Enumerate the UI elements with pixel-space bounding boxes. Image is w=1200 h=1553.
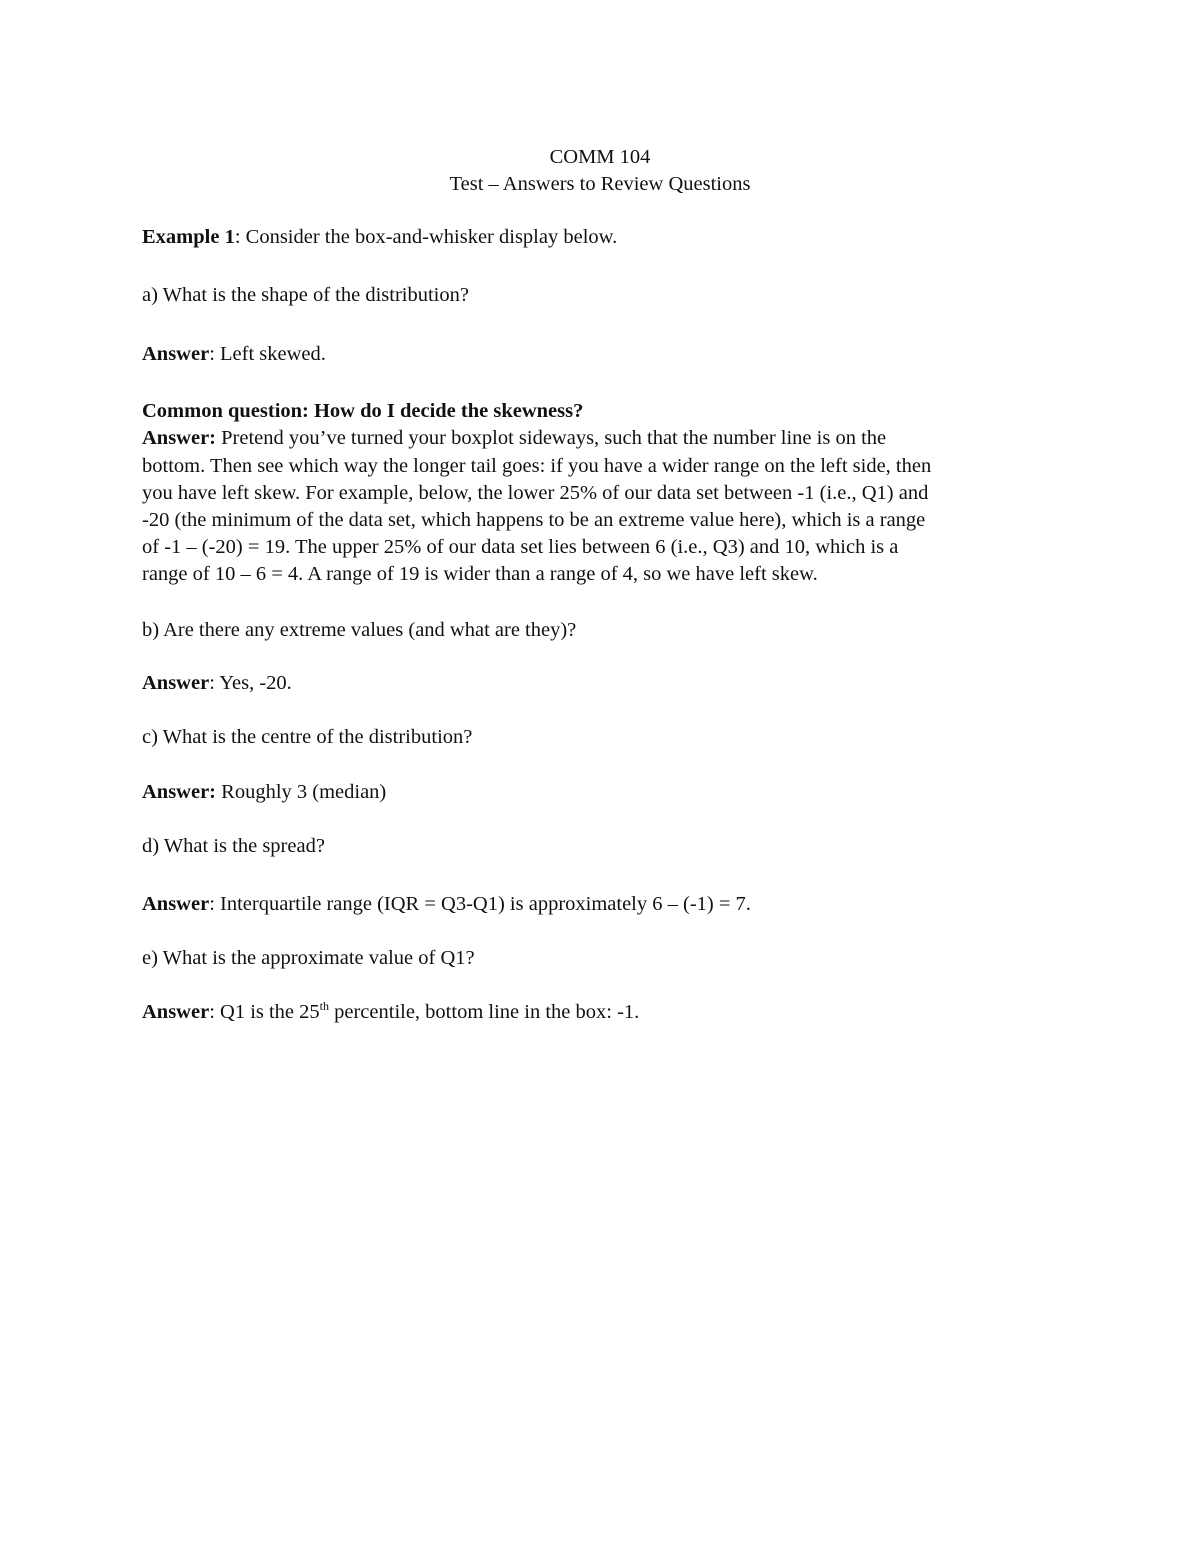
example-heading (142, 225, 617, 249)
answer-label: Answer (142, 672, 210, 694)
answer-text-end: percentile, bottom line in the box: -1. (329, 1001, 640, 1023)
common-answer-line: range of 10 – 6 = 4. A range of 19 is wider than a range of 4, so we have left skew. (142, 563, 818, 585)
answer-label: Answer (142, 1001, 210, 1023)
answer-label: Answer: (142, 781, 217, 803)
common-answer-line: -20 (the minimum of the data set, which happens to be an extreme value here), which is a range (142, 509, 926, 531)
question-d: d) What is the spread? (142, 835, 325, 857)
document-subtitle: Test – Answers to Review Questions (449, 173, 751, 195)
answer-e (142, 1000, 639, 1024)
ordinal-suffix: th (319, 999, 329, 1013)
answer-b (142, 671, 292, 695)
common-heading-text: Common question: How do I decide the skewness? (142, 400, 584, 422)
question-a: a) What is the shape of the distribution? (142, 284, 469, 306)
answer-d (142, 892, 751, 916)
common-answer-line: bottom. Then see which way the longer tail goes: if you have a wider range on the left side, then (142, 455, 932, 477)
common-answer-line: of -1 – (-20) = 19. The upper 25% of our data set lies between 6 (i.e., Q3) and 10, which is a (142, 536, 899, 558)
example-text: : Consider the box-and-whisker display below. (234, 226, 618, 248)
answer-label: Answer: (142, 427, 217, 449)
answer-text: : Yes, -20. (209, 672, 292, 694)
answer-label: Answer (142, 343, 210, 365)
question-b: b) Are there any extreme values (and what are they)? (142, 619, 577, 641)
answer-text: : Q1 is the 25 (209, 1001, 320, 1023)
answer-text: : Left skewed. (209, 343, 326, 365)
question-c: c) What is the centre of the distribution? (142, 726, 473, 748)
question-e: e) What is the approximate value of Q1? (142, 947, 475, 969)
common-answer-line: you have left skew. For example, below, the lower 25% of our data set between -1 (i.e., Q1) and (142, 482, 929, 504)
common-answer-line (142, 426, 886, 450)
course-title: COMM 104 (549, 146, 651, 168)
answer-label: Answer (142, 893, 210, 915)
answer-text: Roughly 3 (median) (216, 781, 387, 803)
common-question-heading (142, 399, 583, 423)
answer-text: : Interquartile range (IQR = Q3-Q1) is approximately 6 – (-1) = 7. (209, 893, 751, 915)
example-label: Example 1 (142, 226, 235, 248)
answer-a (142, 342, 326, 366)
answer-c (142, 780, 386, 804)
answer-text: Pretend you’ve turned your boxplot sideways, such that the number line is on the (216, 427, 887, 449)
